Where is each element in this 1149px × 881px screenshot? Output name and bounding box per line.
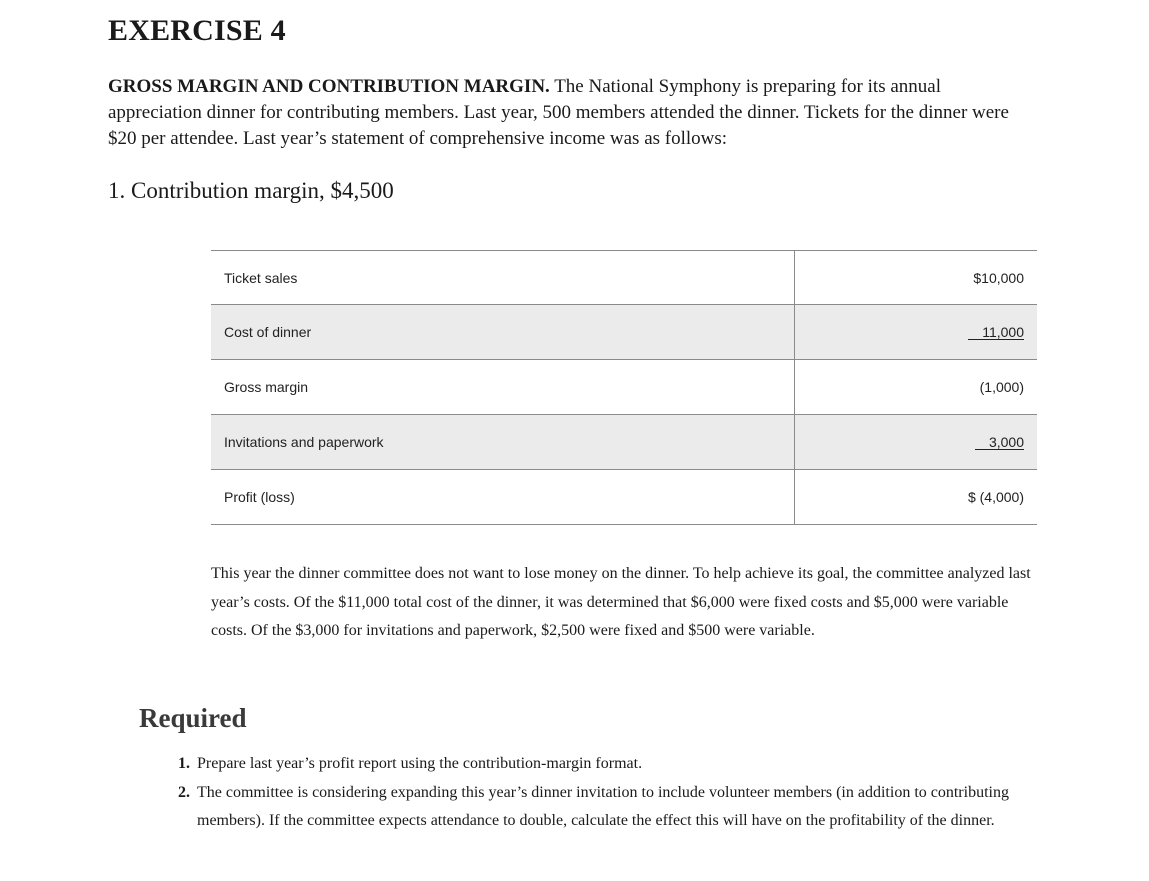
table-row xyxy=(211,305,1037,360)
item-number: 2. xyxy=(178,783,190,801)
required-heading: Required xyxy=(139,703,247,733)
row-label: Ticket sales xyxy=(211,251,795,305)
exercise-title: EXERCISE 4 xyxy=(108,14,286,47)
item-number: 1. xyxy=(178,755,190,772)
item-text: Prepare last year’s profit report using the contribution-margin format. xyxy=(197,755,643,772)
row-label: Invitations and paperwork xyxy=(211,415,795,470)
list-item xyxy=(178,779,1028,836)
underlined-amount: 11,000 xyxy=(968,325,1024,340)
intro-text: The National Symphony is preparing for its annual appreciation dinner for contributing members. Last year, 500 members attended the dinner. Tickets for the dinner were $20 per attendee. Last year’s statement of comprehensive income was as follows: xyxy=(108,76,1009,149)
row-amount: (1,000) xyxy=(795,360,1038,415)
row-label: Profit (loss) xyxy=(211,470,795,525)
row-amount: $ (4,000) xyxy=(795,470,1038,525)
intro-paragraph xyxy=(108,74,1038,152)
row-amount xyxy=(795,415,1038,470)
row-amount xyxy=(795,305,1038,360)
list-item xyxy=(178,750,1028,779)
table-row xyxy=(211,251,1037,305)
cost-analysis-paragraph: This year the dinner committee does not want to lose money on the dinner. To help achieve its goal, the committee analyzed last year’s costs. Of the $11,000 total cost of the dinner, it was determined that $6,000 were fixed costs and $5,000 were variable costs. Of the $3,000 for invitations and paperwork, $2,500 were fixed and $500 were variable. xyxy=(211,565,1031,639)
table-row xyxy=(211,415,1037,470)
row-label: Gross margin xyxy=(211,360,795,415)
row-amount: $10,000 xyxy=(795,251,1038,305)
income-statement-table xyxy=(211,250,1037,525)
table-row xyxy=(211,360,1037,415)
required-list xyxy=(178,750,1028,836)
table-row xyxy=(211,470,1037,525)
item-text: The committee is considering expanding this year’s dinner invitation to include volunteer members (in addition to contributing members). If the committee expects attendance to double, calculate the effect this will have on the profitability of the dinner. xyxy=(197,783,1009,829)
answer-line: 1. Contribution margin, $4,500 xyxy=(108,178,394,203)
row-label: Cost of dinner xyxy=(211,305,795,360)
underlined-amount: 3,000 xyxy=(975,435,1024,450)
intro-lead: GROSS MARGIN AND CONTRIBUTION MARGIN. xyxy=(108,76,550,97)
